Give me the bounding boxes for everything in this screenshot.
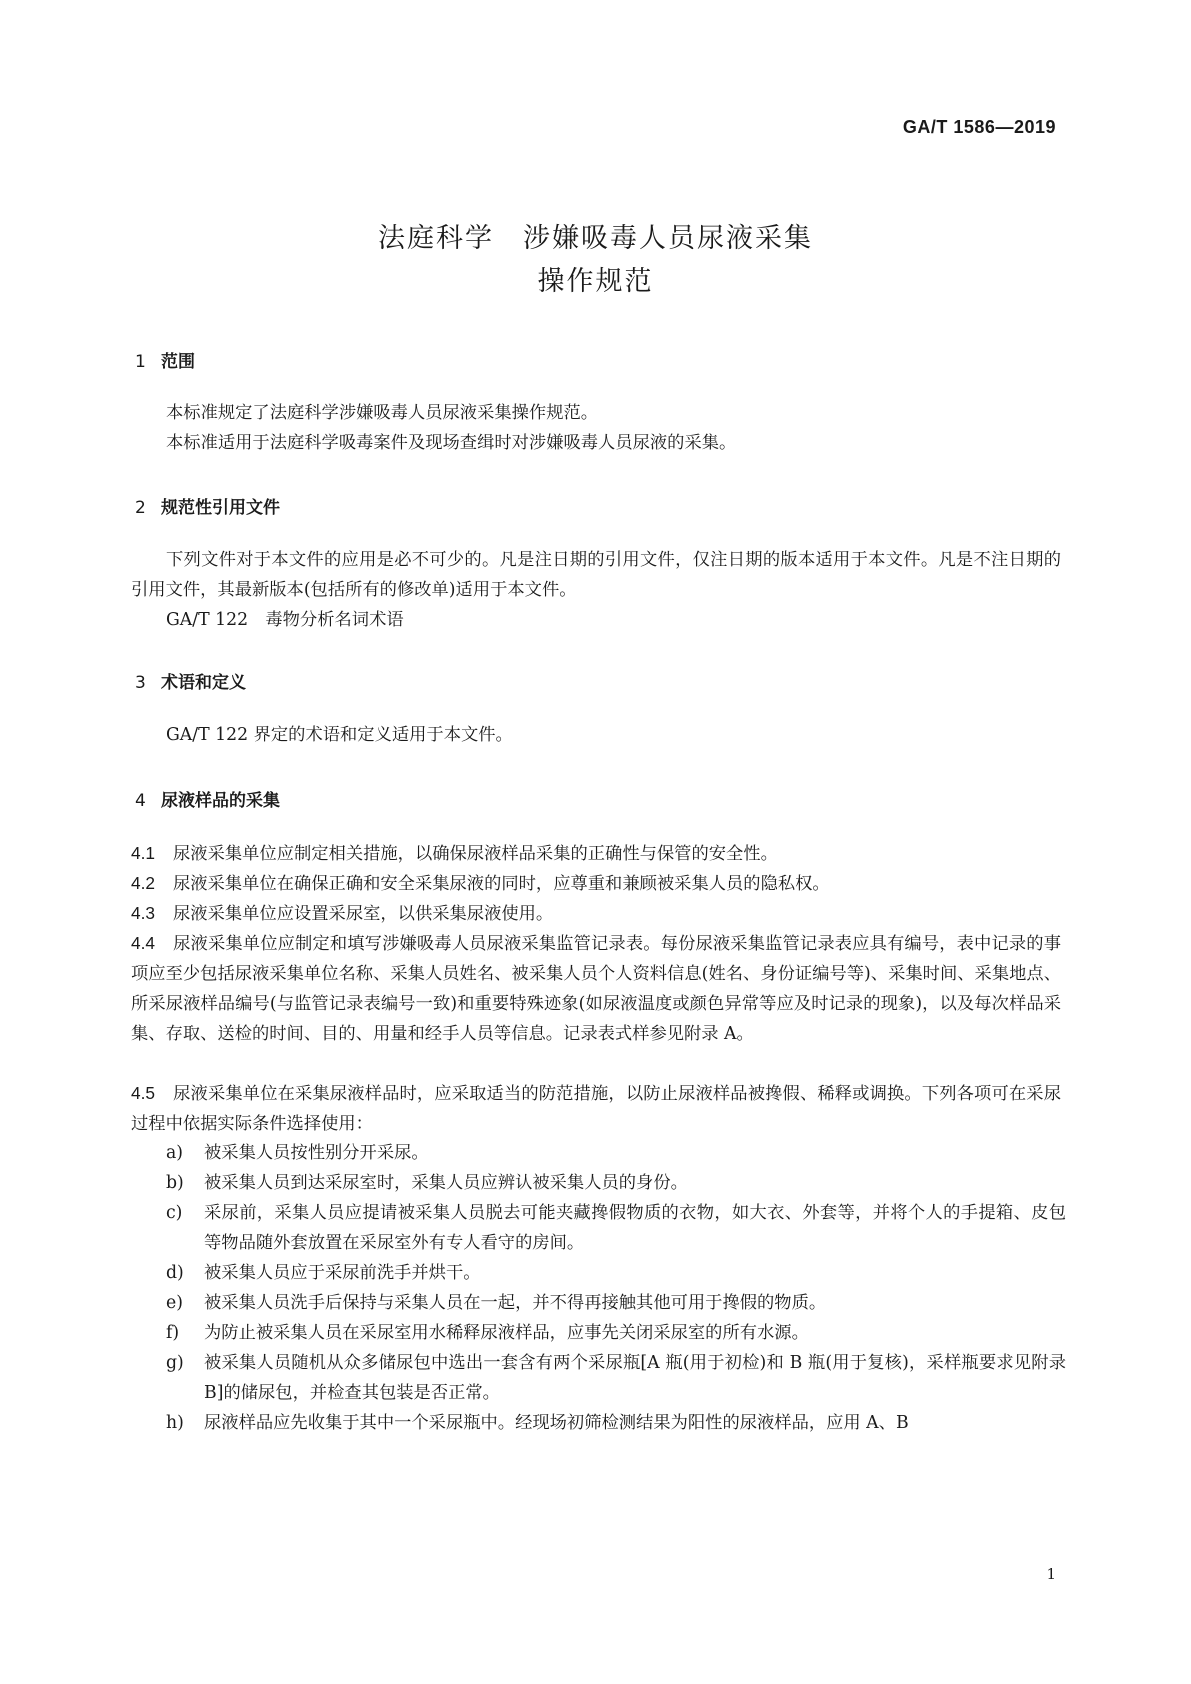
list-item-label: g) xyxy=(166,1353,184,1373)
section-number: 3 xyxy=(135,673,146,693)
list-item-text: 被采集人员随机从众多储尿包中选出一套含有两个采尿瓶[A 瓶(用于初检)和 B 瓶(用于复核)，采样瓶要求见附录 B]的储尿包，并检查其包装是否正常。 xyxy=(204,1353,1066,1403)
list-item xyxy=(166,1408,1066,1438)
document-title-line2: 操作规范 xyxy=(537,266,654,297)
clause-text: 尿液采集单位应设置采尿室，以供采集尿液使用。 xyxy=(173,904,554,924)
section-title: 尿液样品的采集 xyxy=(161,791,280,811)
section-title: 术语和定义 xyxy=(161,673,246,693)
clause-number: 4.1 xyxy=(131,843,156,863)
normative-reference: GA/T 122 毒物分析名词术语 xyxy=(166,610,404,630)
list-item-text: 采尿前，采集人员应提请被采集人员脱去可能夹藏搀假物质的衣物，如大衣、外套等，并将个人的手提箱、皮包等物品随外套放置在采尿室外有专人看守的房间。 xyxy=(204,1203,1066,1253)
list-item-text: 被采集人员洗手后保持与采集人员在一起，并不得再接触其他可用于搀假的物质。 xyxy=(204,1293,827,1313)
section-number: 1 xyxy=(135,352,146,372)
list-item-label: e) xyxy=(166,1293,183,1313)
list-item-label: a) xyxy=(166,1143,184,1163)
clause-number: 4.2 xyxy=(131,873,156,893)
clause-text: 尿液采集单位在采集尿液样品时，应采取适当的防范措施，以防止尿液样品被搀假、稀释或调换。下列各项可在采尿过程中依据实际条件选择使用： xyxy=(131,1084,1061,1134)
section-title: 范围 xyxy=(161,352,195,372)
clause-4-5 xyxy=(131,1078,1061,1139)
paragraph: 本标准适用于法庭科学吸毒案件及现场查缉时对涉嫌吸毒人员尿液的采集。 xyxy=(166,433,737,453)
section-heading-3 xyxy=(135,668,246,693)
list-item xyxy=(166,1288,1066,1318)
clause-text: 尿液采集单位应制定和填写涉嫌吸毒人员尿液采集监管记录表。每份尿液采集监管记录表应具有编号，表中记录的事项应至少包括尿液采集单位名称、采集人员姓名、被采集人员个人资料信息(姓名、身份证编号等)、采集时间、采集地点、所采尿液样品编号(与监管记录表编号一致)和重要特殊迹象(如尿液温度或颜色异常等应及时记录的现象)，以及每次样品采集、存取、送检的时间、目的、用量和经手人员等信息。记录表式样参见附录 A。 xyxy=(131,934,1061,1044)
list-item xyxy=(166,1168,1066,1198)
list-item xyxy=(166,1138,1066,1168)
list-item-text: 为防止被采集人员在采尿室用水稀释尿液样品，应事先关闭采尿室的所有水源。 xyxy=(204,1323,809,1343)
clause-text: 尿液采集单位在确保正确和安全采集尿液的同时，应尊重和兼顾被采集人员的隐私权。 xyxy=(173,874,830,894)
list-item-label: c) xyxy=(166,1203,183,1223)
clause-text: 尿液采集单位应制定相关措施，以确保尿液样品采集的正确性与保管的安全性。 xyxy=(173,844,778,864)
standard-code: GA/T 1586—2019 xyxy=(902,117,1056,137)
paragraph: GA/T 122 界定的术语和定义适用于本文件。 xyxy=(166,725,513,745)
list-item-text: 被采集人员应于采尿前洗手并烘干。 xyxy=(204,1263,481,1283)
section-title: 规范性引用文件 xyxy=(161,498,280,518)
list-item xyxy=(166,1348,1066,1408)
section-heading-4 xyxy=(135,786,280,811)
list-item-label: h) xyxy=(166,1413,184,1433)
list-item-text: 尿液样品应先收集于其中一个采尿瓶中。经现场初筛检测结果为阳性的尿液样品，应用 A、B xyxy=(204,1413,909,1433)
clause-number: 4.4 xyxy=(131,933,156,953)
paragraph: 下列文件对于本文件的应用是必不可少的。凡是注日期的引用文件，仅注日期的版本适用于本文件。凡是不注日期的引用文件，其最新版本(包括所有的修改单)适用于本文件。 xyxy=(131,550,1061,600)
clause-4-2 xyxy=(131,868,1061,899)
section-number: 2 xyxy=(135,498,146,518)
list-item xyxy=(166,1318,1066,1348)
list-item-text: 被采集人员到达采尿室时，采集人员应辨认被采集人员的身份。 xyxy=(204,1173,688,1193)
clause-4-3 xyxy=(131,898,1061,929)
clause-4-4 xyxy=(131,928,1061,1049)
list-item-label: d) xyxy=(166,1263,184,1283)
clause-4-1 xyxy=(131,838,1061,869)
list-item xyxy=(166,1258,1066,1288)
clause-number: 4.5 xyxy=(131,1083,156,1103)
clause-number: 4.3 xyxy=(131,903,156,923)
list-item-text: 被采集人员按性别分开采尿。 xyxy=(204,1143,429,1163)
section-number: 4 xyxy=(135,791,146,811)
section-heading-1 xyxy=(135,347,195,372)
section-heading-2 xyxy=(135,493,280,518)
document-title-line1: 法庭科学 涉嫌吸毒人员尿液采集 xyxy=(378,223,813,254)
list-item-label: b) xyxy=(166,1173,184,1193)
list-item xyxy=(166,1198,1066,1258)
page-number: 1 xyxy=(1046,1565,1056,1583)
paragraph: 本标准规定了法庭科学涉嫌吸毒人员尿液采集操作规范。 xyxy=(166,403,599,423)
list-item-label: f) xyxy=(166,1323,180,1343)
